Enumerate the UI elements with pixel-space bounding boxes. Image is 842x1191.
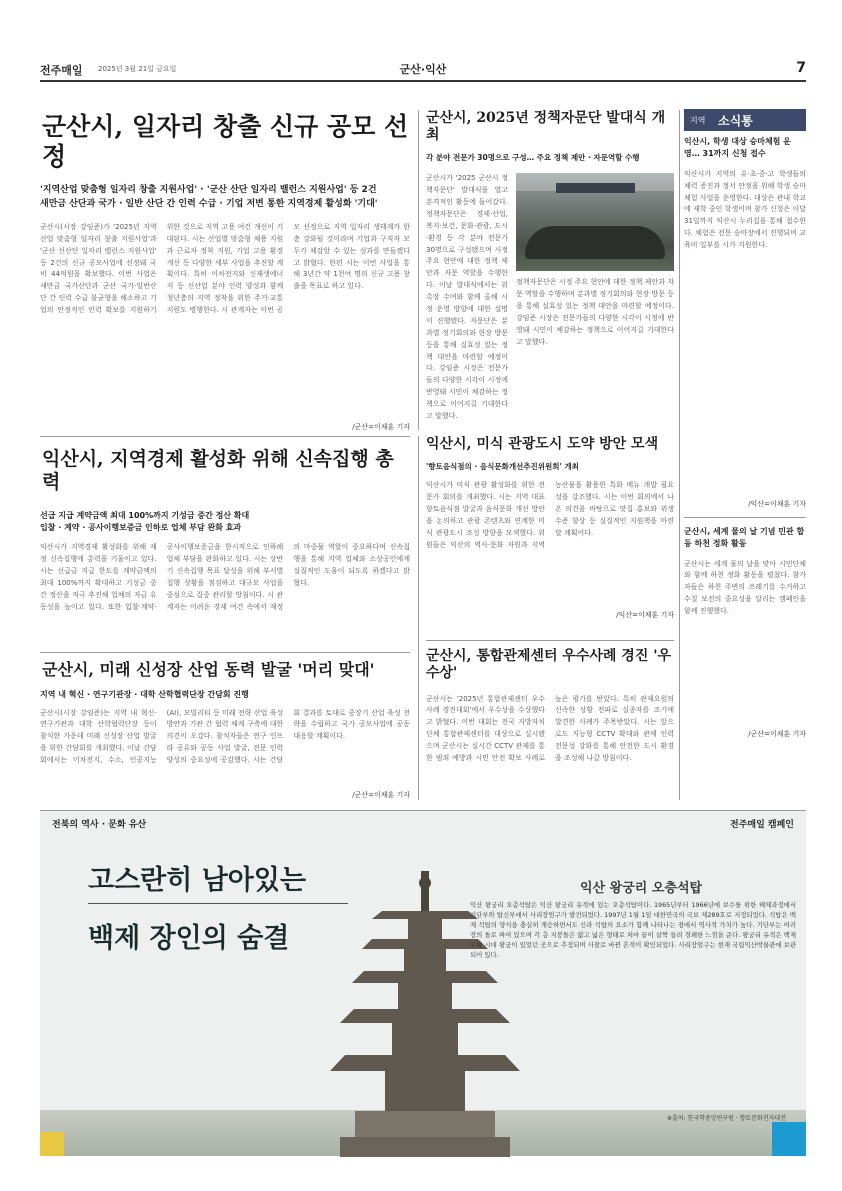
campaign-title-line-2: 백제 장인의 숨결 [88,923,290,955]
article-body: 군산시가 '2025 군산시 정책자문단' 발대식을 열고 본격적인 활동에 들어갔다. 정책자문단은 경제·산업, 복지·보건, 문화·관광, 도시·환경 등 각 분야 전문가 30명으로 구성됐으며 시정 주요 현안에 대한 정책 제안과 자문 역할을 수행한다. 이날 발대식에서는 위촉장 수여와 함께 올해 시정 운영 방향에 대한 설명이 진행됐다. 자문단은 분과별 정기회의와 현장 방문 등을 통해 실효성 있는 정책 대안을 마련할 예정이다. 강임준 시장은 전문가들의 다양한 시각이 시정에 반영돼 시민이 체감하는 정책으로 이어지길 기대한다고 말했다. [426,174,508,421]
column-divider [418,436,419,800]
campaign-title-line-1: 고스란히 남아있는 [88,865,307,896]
sidebar-item-2-body: 군산시는 세계 물의 날을 맞아 시민단체와 함께 하천 정화 활동을 펼쳤다. 참가자들은 하천 주변의 쓰레기를 수거하고 수질 보전의 중요성을 알리는 캠페인을 함께 진행했다. [684,559,806,616]
article-body: 익산시가 미식 관광 활성화를 위한 전문가 회의를 개최했다. 시는 지역 대표 향토음식점 발굴과 음식문화 개선 방안을 논의하고 관광 콘텐츠와 연계한 미식 관광도시 조성 방향을 모색했다. 위원들은 익산의 역사·문화 자원과 지역 농산물을 활용한 특화 메뉴 개발 필요성을 강조했다. 시는 이번 회의에서 나온 의견을 바탕으로 맛집 홍보와 위생 수준 향상 등 실질적인 지원책을 마련할 계획이다. [426,481,674,549]
article-body: 군산시는 '2025년 통합관제센터 우수사례 경진대회'에서 우수상을 수상했다고 밝혔다. 이번 대회는 전국 지방자치단체 통합관제센터를 대상으로 실시됐으며 군산시는 실시간 CCTV 관제를 통한 범죄 예방과 시민 안전 확보 사례로 높은 평가를 받았다. 특히 관제요원의 신속한 상황 전파로 실종자를 조기에 발견한 사례가 주목받았다. 시는 앞으로도 지능형 CCTV 확대와 관제 인력 전문성 강화를 통해 안전한 도시 환경을 조성해 나갈 방침이다. [426,694,674,763]
headline: 군산시, 일자리 창출 신규 공모 선정 [42,112,409,171]
sidebar-divider [684,517,806,518]
headline: 익산시, 지역경제 활성화 위해 신속집행 총력 [42,448,394,493]
accent-block-yellow [40,1132,64,1156]
subheadline-1: '지역산업 맞춤형 일자리 창출 지원사업' · '군산 산단 일자리 밸런스 지원사업' 등 2건 [40,185,377,195]
pagoda-illustration [300,841,550,1157]
photo-banner [556,183,635,193]
masthead [40,58,806,82]
column-divider [418,110,419,430]
heritage-name: 익산 왕궁리 오층석탑 [580,881,703,896]
article-body: 군산시(시장 강임준)는 지역 내 혁신·연구기관과 대학 산학협력단장 등이 참석한 가운데 미래 신성장 산업 발굴을 위한 간담회를 개최했다. 이날 간담회에서는 이차전지, 수소, 인공지능(AI), 모빌리티 등 미래 전략 산업 육성 방안과 기관 간 협력 체계 구축에 대한 의견이 오갔다. 참석자들은 연구 인프라 공유와 공동 사업 발굴, 전문 인력 양성의 중요성에 공감했다. 시는 간담회 결과를 토대로 중장기 산업 육성 전략을 수립하고 국가 공모사업에 공동 대응할 계획이다. [40,708,410,765]
sidebar-header [684,109,806,131]
sidebar-item-1-body: 익산시가 지역의 유·초·중·고 학생들의 체력 증진과 정서 안정을 위해 학생 승마체험 사업을 운영한다. 대상은 관내 학교에 재학 중인 학생이며 참가 신청은 이달 31일까지 익산시 누리집을 통해 접수한다. 체험은 전문 승마장에서 진행되며 교육비 일부를 시가 지원한다. [684,169,806,250]
row-divider [40,652,410,653]
title-rule [88,903,348,904]
article-gourmet-tourism [426,436,674,636]
newspaper-brand: 전주매일 [40,64,83,77]
campaign-title [88,863,306,958]
byline: /군산=이채훈 기자 [748,729,806,738]
advisory-committee-photo [516,173,674,271]
campaign-brand-label: 전주매일 캠페인 [730,820,794,830]
headline: 군산시, 2025년 정책자문단 발대식 개최 [426,110,666,143]
page-number: 7 [796,60,806,76]
pagoda-base-step [340,1137,510,1157]
headline: 군산시, 통합관제센터 우수사례 경진 '우수상' [426,648,672,681]
sidebar-label: 지역 [690,116,706,125]
accent-block-blue [772,1122,806,1156]
sidebar-title: 소식통 [718,114,753,128]
source-credit: ※출처: 한국학중앙연구원 · 향토문화전자대전 [666,1115,786,1122]
sidebar-item-1-title: 익산시, 학생 대상 승마체험 운영… 31까지 신청 접수 [684,137,791,159]
sidebar-news [684,136,806,800]
photo-group [525,226,664,259]
headline: 군산시, 미래 신성장 산업 동력 발굴 '머리 맞대' [42,660,375,679]
issue-date: 2025년 3월 21일 금요일 [98,65,177,73]
byline: /군산=이채훈 기자 [352,790,410,799]
heritage-campaign [40,810,806,1156]
subheadline-2: 새만금 산단과 국가 · 일반 산단 간 인력 수급 · 기업 저변 통한 지역경제 활성화 '기대' [40,198,378,209]
subheadline: 각 분야 전문가 30명으로 구성… 주요 정책 제안 · 자문역할 수행 [426,152,640,162]
section-title: 군산·익산 [399,63,447,76]
column-divider [679,110,680,800]
subheadline: 지역 내 혁신 · 연구기관장 · 대학 산학협력단장 간담회 진행 [40,690,249,700]
byline: /익산=이채훈 기자 [616,611,674,620]
article-fast-execution [40,448,410,644]
byline: /익산=이채훈 기자 [748,499,806,508]
byline: /군산=이채훈 기자 [352,422,410,430]
headline: 익산시, 미식 관광도시 도약 방안 모색 [426,436,659,452]
pagoda-base [355,1111,495,1141]
sidebar-item-2-title: 군산시, 세계 물의 날 기념 민관 합동 하천 정화 활동 [684,526,805,549]
article-new-growth [40,660,410,802]
subheadline: '향토음식점의 · 음식문화개선추진위원회' 개최 [426,461,579,471]
subheadline-1: 선급 지급 계약금액 최대 100%까지 기성금 중간 정산 확대 [40,510,250,520]
campaign-topbar [40,811,806,835]
row-divider [40,436,410,437]
article-body: 익산시가 지역경제 활성화를 위해 재정 신속집행에 총력을 기울이고 있다. 시는 선급금 지급 한도를 계약금액의 최대 100%까지 확대하고 기성금 중간 정산을 적극 추진해 업체의 자금 유동성을 높이고 있다. 또한 입찰·계약·공사이행보증금을 한시적으로 인하해 업체 부담을 완화하고 있다. 시는 상반기 신속집행 목표 달성을 위해 부서별 집행 상황을 점검하고 대규모 사업을 중심으로 집중 관리할 방침이다. 시 관계자는 어려운 경제 여건 속에서 재정의 마중물 역할이 중요하다며 신속집행을 통해 지역 업체와 소상공인에게 실질적인 도움이 되도록 하겠다고 밝혔다. [40,543,410,611]
article-body-cont: 정책자문단은 시정 주요 현안에 대한 정책 제안과 자문 역할을 수행하며 분과별 정기회의와 현장 방문 등을 통해 실효성 있는 정책 대안을 마련할 예정이다. 강임준 시장은 전문가들의 다양한 시각이 시정에 반영돼 시민이 체감하는 정책으로 이어지길 기대한다고 말했다. [516,278,674,346]
article-job-creation [40,112,410,430]
article-control-center [426,648,674,802]
campaign-series-label: 전북의 역사 · 문화 유산 [52,820,147,830]
article-advisory-committee [426,110,674,428]
article-body: 군산시(시장 강임준)가 '2025년 지역산업 맞춤형 일자리 창출 지원사업'과 '군산 신산단 일자리 밸런스 지원사업' 등 2건의 신규 공모사업에 선정돼 국비 44억원을 확보했다. 이번 사업은 새만금 국가산단과 군산 국가·일반산단 간 인력 수급 불균형을 해소하고 기업의 안정적인 인력 확보를 지원하기 위한 것으로 지역 고용 여건 개선이 기대된다. 시는 산업별 맞춤형 채용 지원과 근로자 정착 지원, 기업 고용 환경 개선 등 다양한 세부 사업을 추진할 계획이다. 특히 이차전지와 신재생에너지 등 신산업 분야 인력 양성과 함께 청년층의 지역 정착을 위한 주거·교통 지원도 병행한다. 시 관계자는 이번 공모 선정으로 지역 일자리 생태계가 한층 강화될 것이라며 기업과 구직자 모두가 체감할 수 있는 성과를 만들겠다고 밝혔다. 한편 시는 이번 사업을 통해 3년간 약 1천여 명의 신규 고용 창출을 목표로 하고 있다. [40,222,410,315]
subheadline-2: 입찰 · 계약 · 공사이행보증금 인하로 업체 부담 완화 효과 [40,522,242,532]
heritage-description: 익산 왕궁리 오층석탑은 익산 왕궁리 유적에 있는 오층석탑이다. 1965년부터 1966년에 보수를 위한 해체과정에서 기단부와 탑신부에서 사리장엄구가 발견되었다. 1997년 1월 1일 대한민국의 국보 제289호로 지정되었다. 석탑은 백제 석탑의 양식을 충실히 계승하면서도 신라 석탑의 요소가 함께 나타나는 점에서 역사적 가치가 높다. 기단부는 여러 장의 돌로 짜여 있으며 각 층 지붕돌은 얇고 넓은 형태로 처마 끝이 살짝 들려 경쾌한 느낌을 준다. 왕궁리 유적은 백제 무왕 시대 왕궁이 있었던 곳으로 추정되며 사찰로 바뀐 흔적이 확인되었다. 사리장엄구는 현재 국립익산박물관에 보관되어 있다. [470,901,796,959]
row-divider [426,640,674,641]
pagoda-finial-ring [419,877,431,889]
